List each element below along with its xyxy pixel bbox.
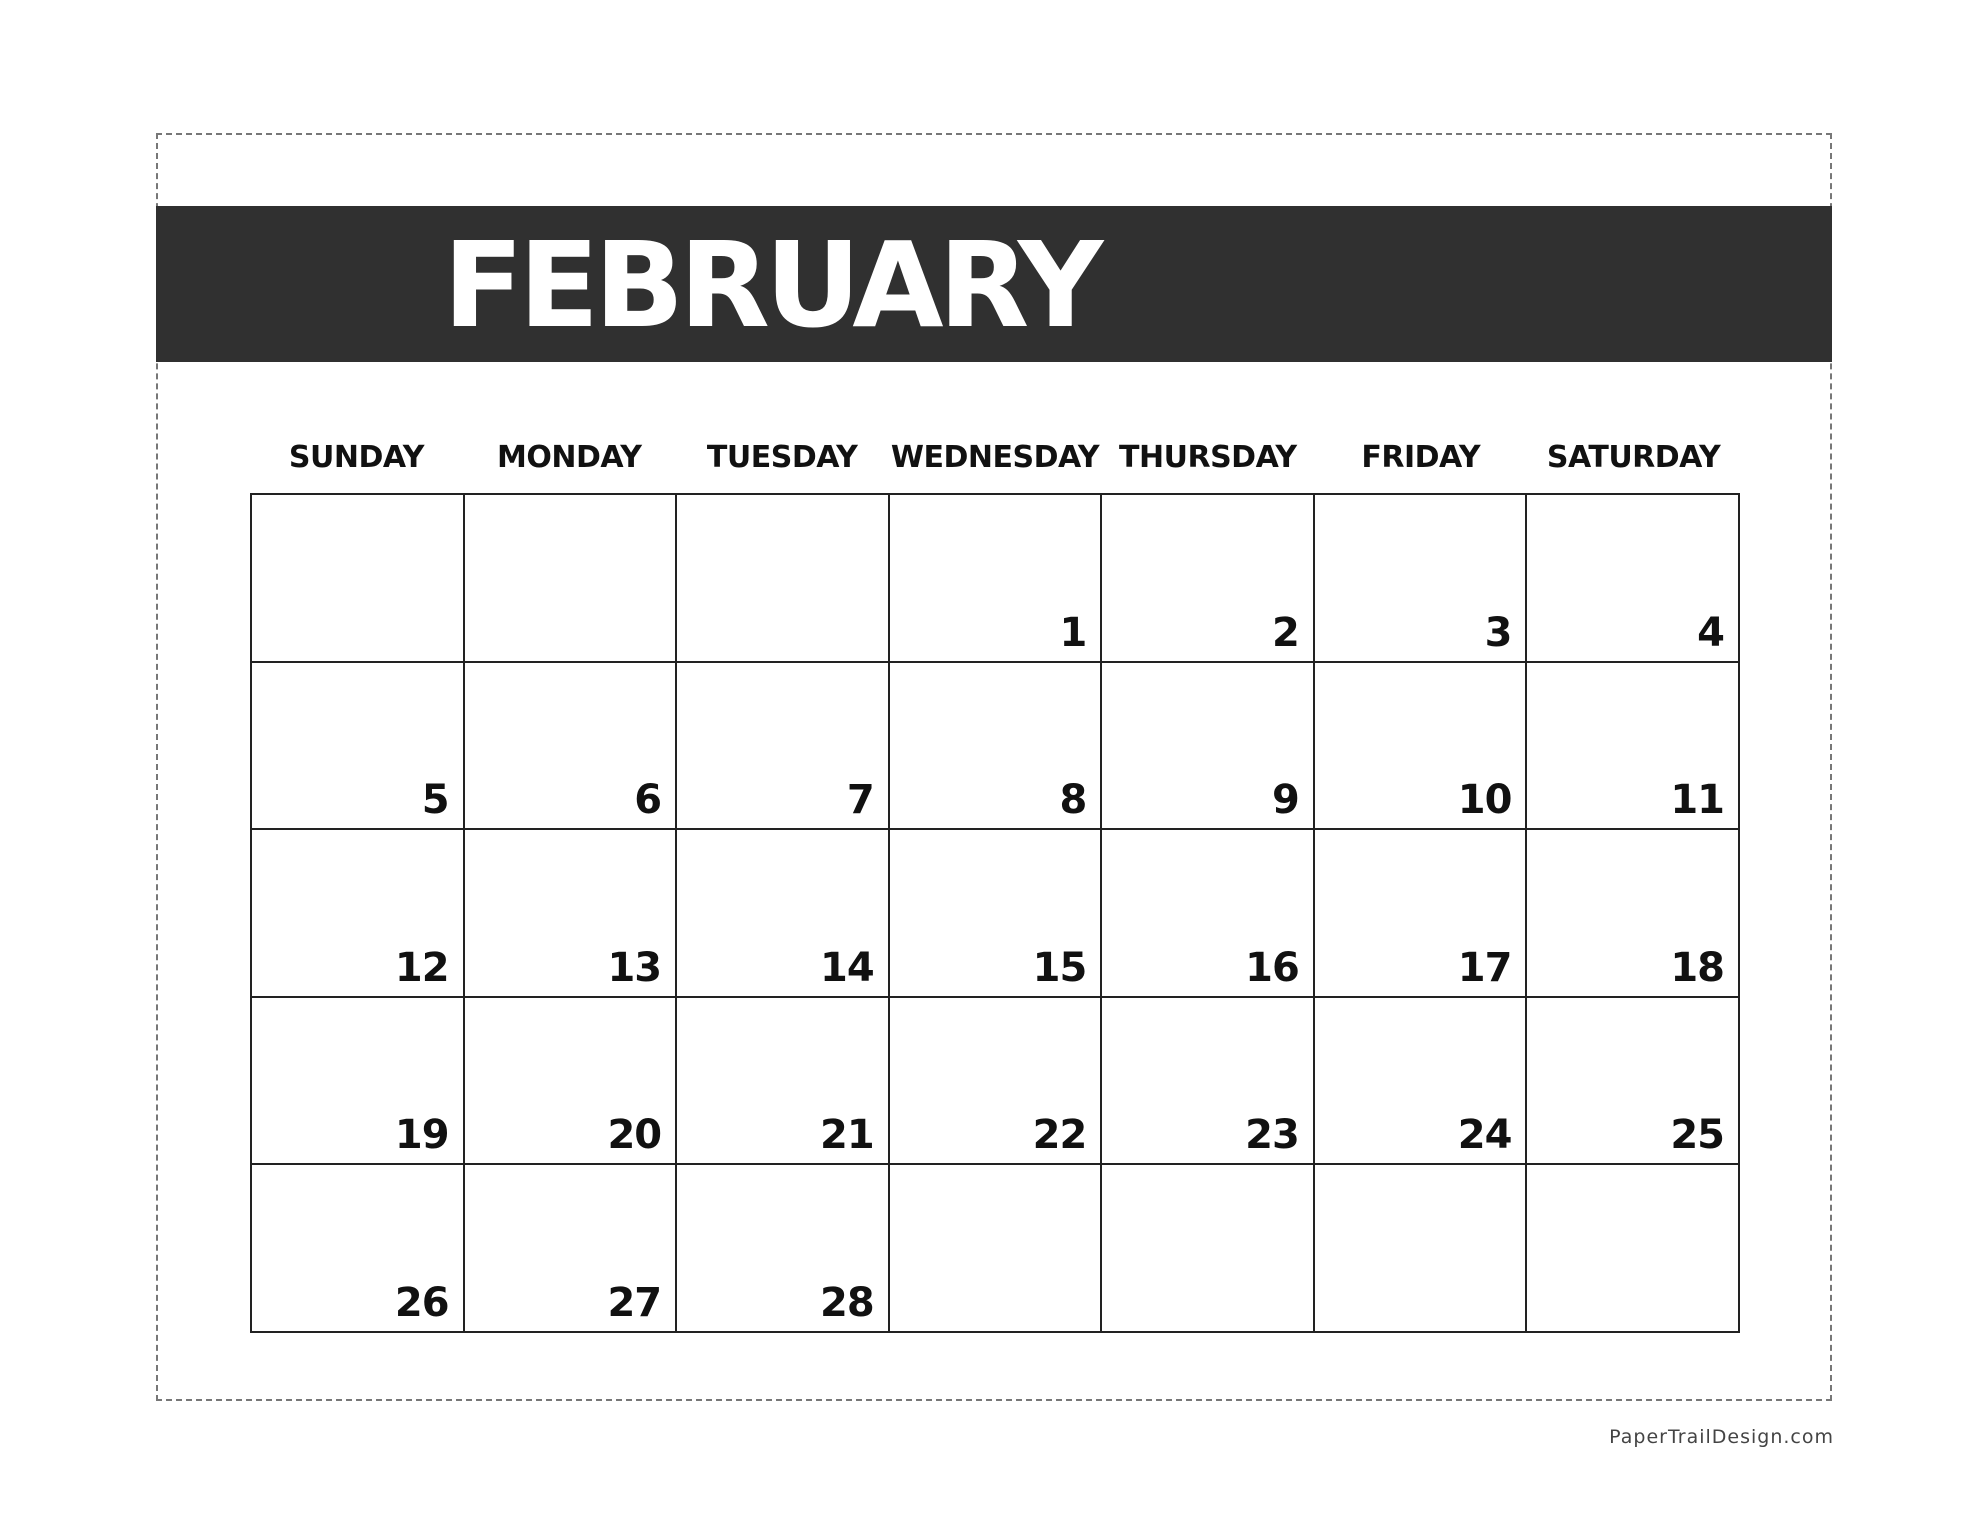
day-cell <box>1102 1165 1315 1333</box>
day-cell <box>1102 495 1315 663</box>
day-number: 23 <box>1245 1112 1299 1159</box>
day-cell <box>1527 495 1740 663</box>
site-credit: PaperTrailDesign.com <box>1609 1426 1834 1448</box>
day-cell <box>465 495 678 663</box>
day-number: 28 <box>820 1280 874 1326</box>
day-cell <box>677 663 890 831</box>
day-cell <box>1527 1165 1740 1333</box>
day-cell <box>1315 495 1528 663</box>
weekday-tuesday: TUESDAY <box>706 440 858 475</box>
day-number: 6 <box>634 777 662 824</box>
day-cell <box>1315 998 1528 1166</box>
day-cell <box>1102 830 1315 998</box>
day-cell <box>465 998 678 1166</box>
day-cell <box>1527 830 1740 998</box>
day-number: 14 <box>820 944 874 991</box>
day-cell <box>465 663 678 831</box>
day-number: 10 <box>1457 777 1512 824</box>
day-number: 21 <box>820 1112 874 1159</box>
day-number: 20 <box>607 1112 662 1159</box>
day-cell <box>1102 663 1315 831</box>
day-number: 4 <box>1697 609 1724 656</box>
day-number: 9 <box>1272 777 1299 824</box>
day-cell <box>890 495 1103 663</box>
day-cell <box>890 998 1103 1166</box>
day-cell <box>252 663 465 831</box>
calendar-grid <box>250 493 1740 1333</box>
day-cell <box>465 830 678 998</box>
weekday-wednesday: WEDNESDAY <box>890 440 1100 475</box>
weekday-saturday: SATURDAY <box>1546 440 1721 475</box>
day-cell <box>1315 1165 1528 1333</box>
day-cell <box>465 1165 678 1333</box>
day-number: 3 <box>1484 609 1512 656</box>
day-cell <box>1102 998 1315 1166</box>
day-cell <box>1315 663 1528 831</box>
day-cell <box>1527 663 1740 831</box>
day-number: 7 <box>846 777 874 824</box>
day-cell <box>252 495 465 663</box>
day-number: 12 <box>394 944 449 991</box>
month-title: FEBRUARY <box>443 216 1099 354</box>
day-number: 5 <box>421 777 449 824</box>
day-cell <box>252 1165 465 1333</box>
day-cell <box>1527 998 1740 1166</box>
day-number: 27 <box>607 1280 662 1326</box>
weekday-monday: MONDAY <box>497 440 642 475</box>
day-number: 16 <box>1245 944 1299 991</box>
day-cell <box>1315 830 1528 998</box>
day-number: 24 <box>1457 1112 1512 1159</box>
day-cell <box>890 663 1103 831</box>
day-cell <box>890 1165 1103 1333</box>
weekday-thursday: THURSDAY <box>1119 440 1297 475</box>
day-cell <box>890 830 1103 998</box>
weekday-sunday: SUNDAY <box>288 440 424 475</box>
day-cell <box>677 998 890 1166</box>
day-number: 15 <box>1032 944 1087 991</box>
day-cell <box>677 495 890 663</box>
day-number: 11 <box>1670 777 1724 824</box>
day-number: 26 <box>394 1280 449 1326</box>
day-number: 25 <box>1670 1112 1724 1159</box>
day-number: 17 <box>1457 944 1512 991</box>
day-cell <box>677 1165 890 1333</box>
day-number: 2 <box>1272 609 1299 656</box>
day-number: 1 <box>1059 609 1087 656</box>
weekday-header-row <box>250 432 1740 484</box>
day-number: 18 <box>1670 944 1724 991</box>
day-number: 22 <box>1032 1112 1087 1159</box>
day-number: 13 <box>607 944 662 991</box>
day-cell <box>252 998 465 1166</box>
day-cell <box>677 830 890 998</box>
day-number: 8 <box>1059 777 1087 824</box>
day-number: 19 <box>394 1112 449 1159</box>
day-cell <box>252 830 465 998</box>
weekday-friday: FRIDAY <box>1361 440 1481 475</box>
